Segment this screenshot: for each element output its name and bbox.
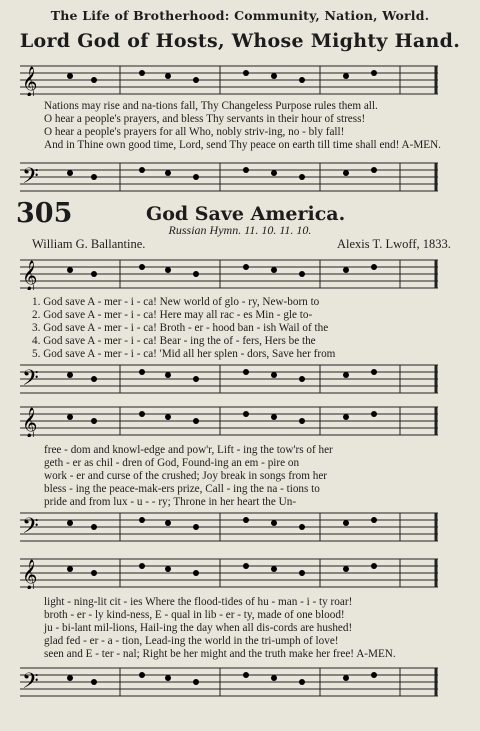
lyric-line: And in Thine own good time, Lord, send Thy peace on earth till time shall end! A-MEN. [44, 139, 441, 151]
music-staff [20, 557, 438, 589]
lyric-line: 1. God save A - mer - i - ca! New world of glo - ry, New-born to [32, 296, 320, 308]
section-heading: The Life of Brotherhood: Community, Nation, World. [50, 8, 430, 23]
music-staff [20, 258, 438, 290]
lyric-line: Nations may rise and na-tions fall, Thy Changeless Purpose rules them all. [44, 100, 378, 112]
svg-text:𝄢: 𝄢 [22, 164, 39, 193]
music-staff [20, 161, 438, 193]
lyric-line: work - er and curse of the crushed; Joy break in songs from her [44, 470, 328, 482]
lyric-line: 5. God save A - mer - i - ca! 'Mid all her splen - dors, Save her from [32, 348, 336, 360]
tune-name: Russian Hymn. 11. 10. 11. 10. [168, 223, 312, 237]
svg-text:𝄢: 𝄢 [22, 514, 39, 543]
lyric-line: 2. God save A - mer - i - ca! Here may all rac - es Min - gle to- [32, 309, 313, 321]
lyric-line: 3. God save A - mer - i - ca! Broth - er - hood ban - ish Wail of the [32, 322, 329, 334]
svg-text:𝄞: 𝄞 [22, 67, 38, 96]
music-staff [20, 64, 438, 96]
svg-text:𝄞: 𝄞 [22, 261, 38, 290]
lyric-line: light - ning-lit cit - ies Where the flood-tides of hu - man - i - ty roar! [44, 596, 353, 608]
music-staff [20, 363, 438, 395]
svg-text:𝄞: 𝄞 [22, 560, 38, 589]
lyric-line: seen and E - ter - nal; Right be her might and the truth make her free! A-MEN. [44, 648, 396, 660]
lyric-line: glad fed - er - a - tion, Lead-ing the world in the tri-umph of love! [44, 635, 339, 647]
lyric-line: geth - er as chil - dren of God, Found-ing an em - pire on [44, 457, 300, 469]
hymn-number: 305 [16, 198, 73, 229]
music-staff [20, 405, 438, 437]
music-staff [20, 511, 438, 543]
svg-text:𝄢: 𝄢 [22, 366, 39, 395]
lyric-line: 4. God save A - mer - i - ca! Bear - ing the of - fers, Hers be the [32, 335, 316, 347]
hymn-title: God Save America. [146, 203, 346, 225]
previous-hymn-title: Lord God of Hosts, Whose Mighty Hand. [19, 30, 461, 52]
lyric-line: pride and from lux - u - - ry; Throne in her heart the Un- [44, 496, 297, 508]
composer: Alexis T. Lwoff, 1833. [337, 237, 451, 251]
lyric-line: broth - er - ly kind-ness, E - qual in lib - er - ty, made of one blood! [44, 609, 345, 621]
author: William G. Ballantine. [32, 237, 146, 251]
lyric-line: O hear a people's prayers, and bless Thy servants in their hour of stress! [44, 113, 366, 125]
lyric-line: bless - ing the peace-mak-ers prize, Call - ing the na - tions to [44, 483, 320, 495]
svg-text:𝄞: 𝄞 [22, 408, 38, 437]
lyric-line: ju - bi-lant mil-lions, Hail-ing the day when all dis-cords are hushed! [44, 622, 353, 634]
lyric-line: free - dom and knowl-edge and pow'r, Lift - ing the tow'rs of her [44, 444, 333, 456]
music-staff [20, 666, 438, 698]
svg-text:𝄢: 𝄢 [22, 669, 39, 698]
lyric-line: O hear a people's prayers for all Who, nobly striv-ing, no - bly fall! [44, 126, 345, 138]
